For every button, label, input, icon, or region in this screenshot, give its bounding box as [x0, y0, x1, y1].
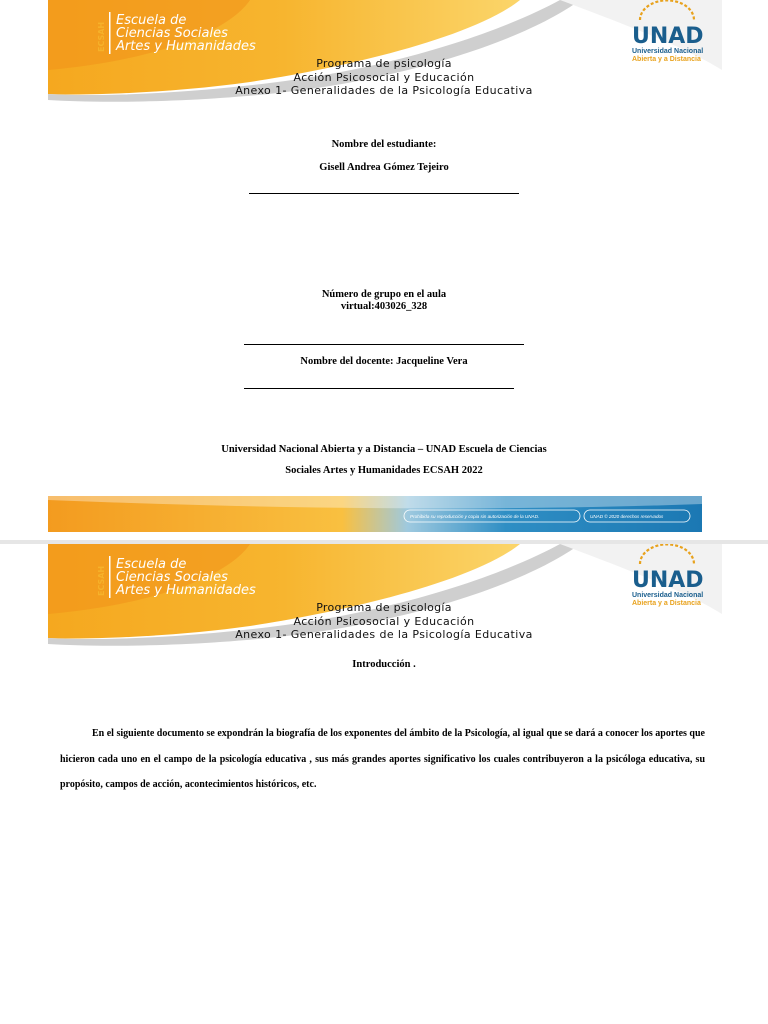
signature-rule-3 [244, 388, 514, 389]
course-title: Acción Psicosocial y Educación [293, 70, 475, 84]
school-line-1: Escuela de [116, 13, 187, 28]
signature-rule-2 [244, 344, 524, 345]
unad-logo-text: UNAD [632, 24, 704, 49]
course-title-2: Acción Psicosocial y Educación [293, 614, 475, 628]
school-line-3-p2: Artes y Humanidades [116, 583, 256, 598]
teacher-name: Nombre del docente: Jacqueline Vera [300, 356, 468, 367]
header-title-block [0, 57, 768, 98]
intro-page [0, 544, 768, 1024]
student-label: Nombre del estudiante: [331, 139, 437, 150]
school-line-3: Artes y Humanidades [116, 39, 256, 54]
intro-heading: Introducción . [352, 659, 416, 670]
unad-sub-1-p2: Universidad Nacional [632, 592, 704, 599]
group-line-2: virtual:403026_328 [340, 301, 428, 312]
institution-line-2: Sociales Artes y Humanidades ECSAH 2022 [285, 465, 483, 476]
ecsah-vertical-label: ECSAH [97, 21, 106, 52]
unad-sub-2-p2: Abierta y a Distancia [632, 600, 701, 607]
unad-sub-2: Abierta y a Distancia [632, 56, 701, 63]
ecsah-vertical-label-2: ECSAH [97, 565, 106, 596]
program-title-2: Programa de psicología [316, 601, 452, 614]
institution-line-1: Universidad Nacional Abierta y a Distancia – UNAD Escuela de Ciencias [221, 444, 547, 455]
annex-title-2: Anexo 1- Generalidades de la Psicología Educativa [235, 628, 533, 641]
school-line-2-p2: Ciencias Sociales [116, 570, 228, 585]
annex-title: Anexo 1- Generalidades de la Psicología Educativa [235, 84, 533, 97]
unad-sub-1: Universidad Nacional [632, 48, 704, 55]
student-name: Gisell Andrea Gómez Tejeiro [319, 162, 449, 173]
footer-banner [48, 496, 702, 532]
footer-notice-2: UNAD © 2020 derechos reservados [590, 514, 664, 519]
group-line-1: Número de grupo en el aula [321, 289, 447, 300]
unad-logo-text-2: UNAD [632, 568, 704, 593]
intro-paragraph: En el siguiente documento se expondrán la biografía de los exponentes del ámbito de la Psicología, al igual que se dará a conocer los aportes que hicieron cada uno en el campo de la psicología educativa , sus más grandes aportes significativo los cuales contribuyeron a la psicóloga educativa, su propósito, campos de acción, acontecimientos históricos, etc. [60, 728, 705, 790]
school-line-2: Ciencias Sociales [116, 26, 228, 41]
header-title-block-2 [0, 601, 768, 642]
footer-notice-1: Prohibida su reproducción y copia sin autorización de la UNAD. [410, 514, 540, 519]
signature-rule-1 [249, 193, 519, 194]
program-title: Programa de psicología [316, 57, 452, 70]
school-line-1-p2: Escuela de [116, 557, 187, 572]
